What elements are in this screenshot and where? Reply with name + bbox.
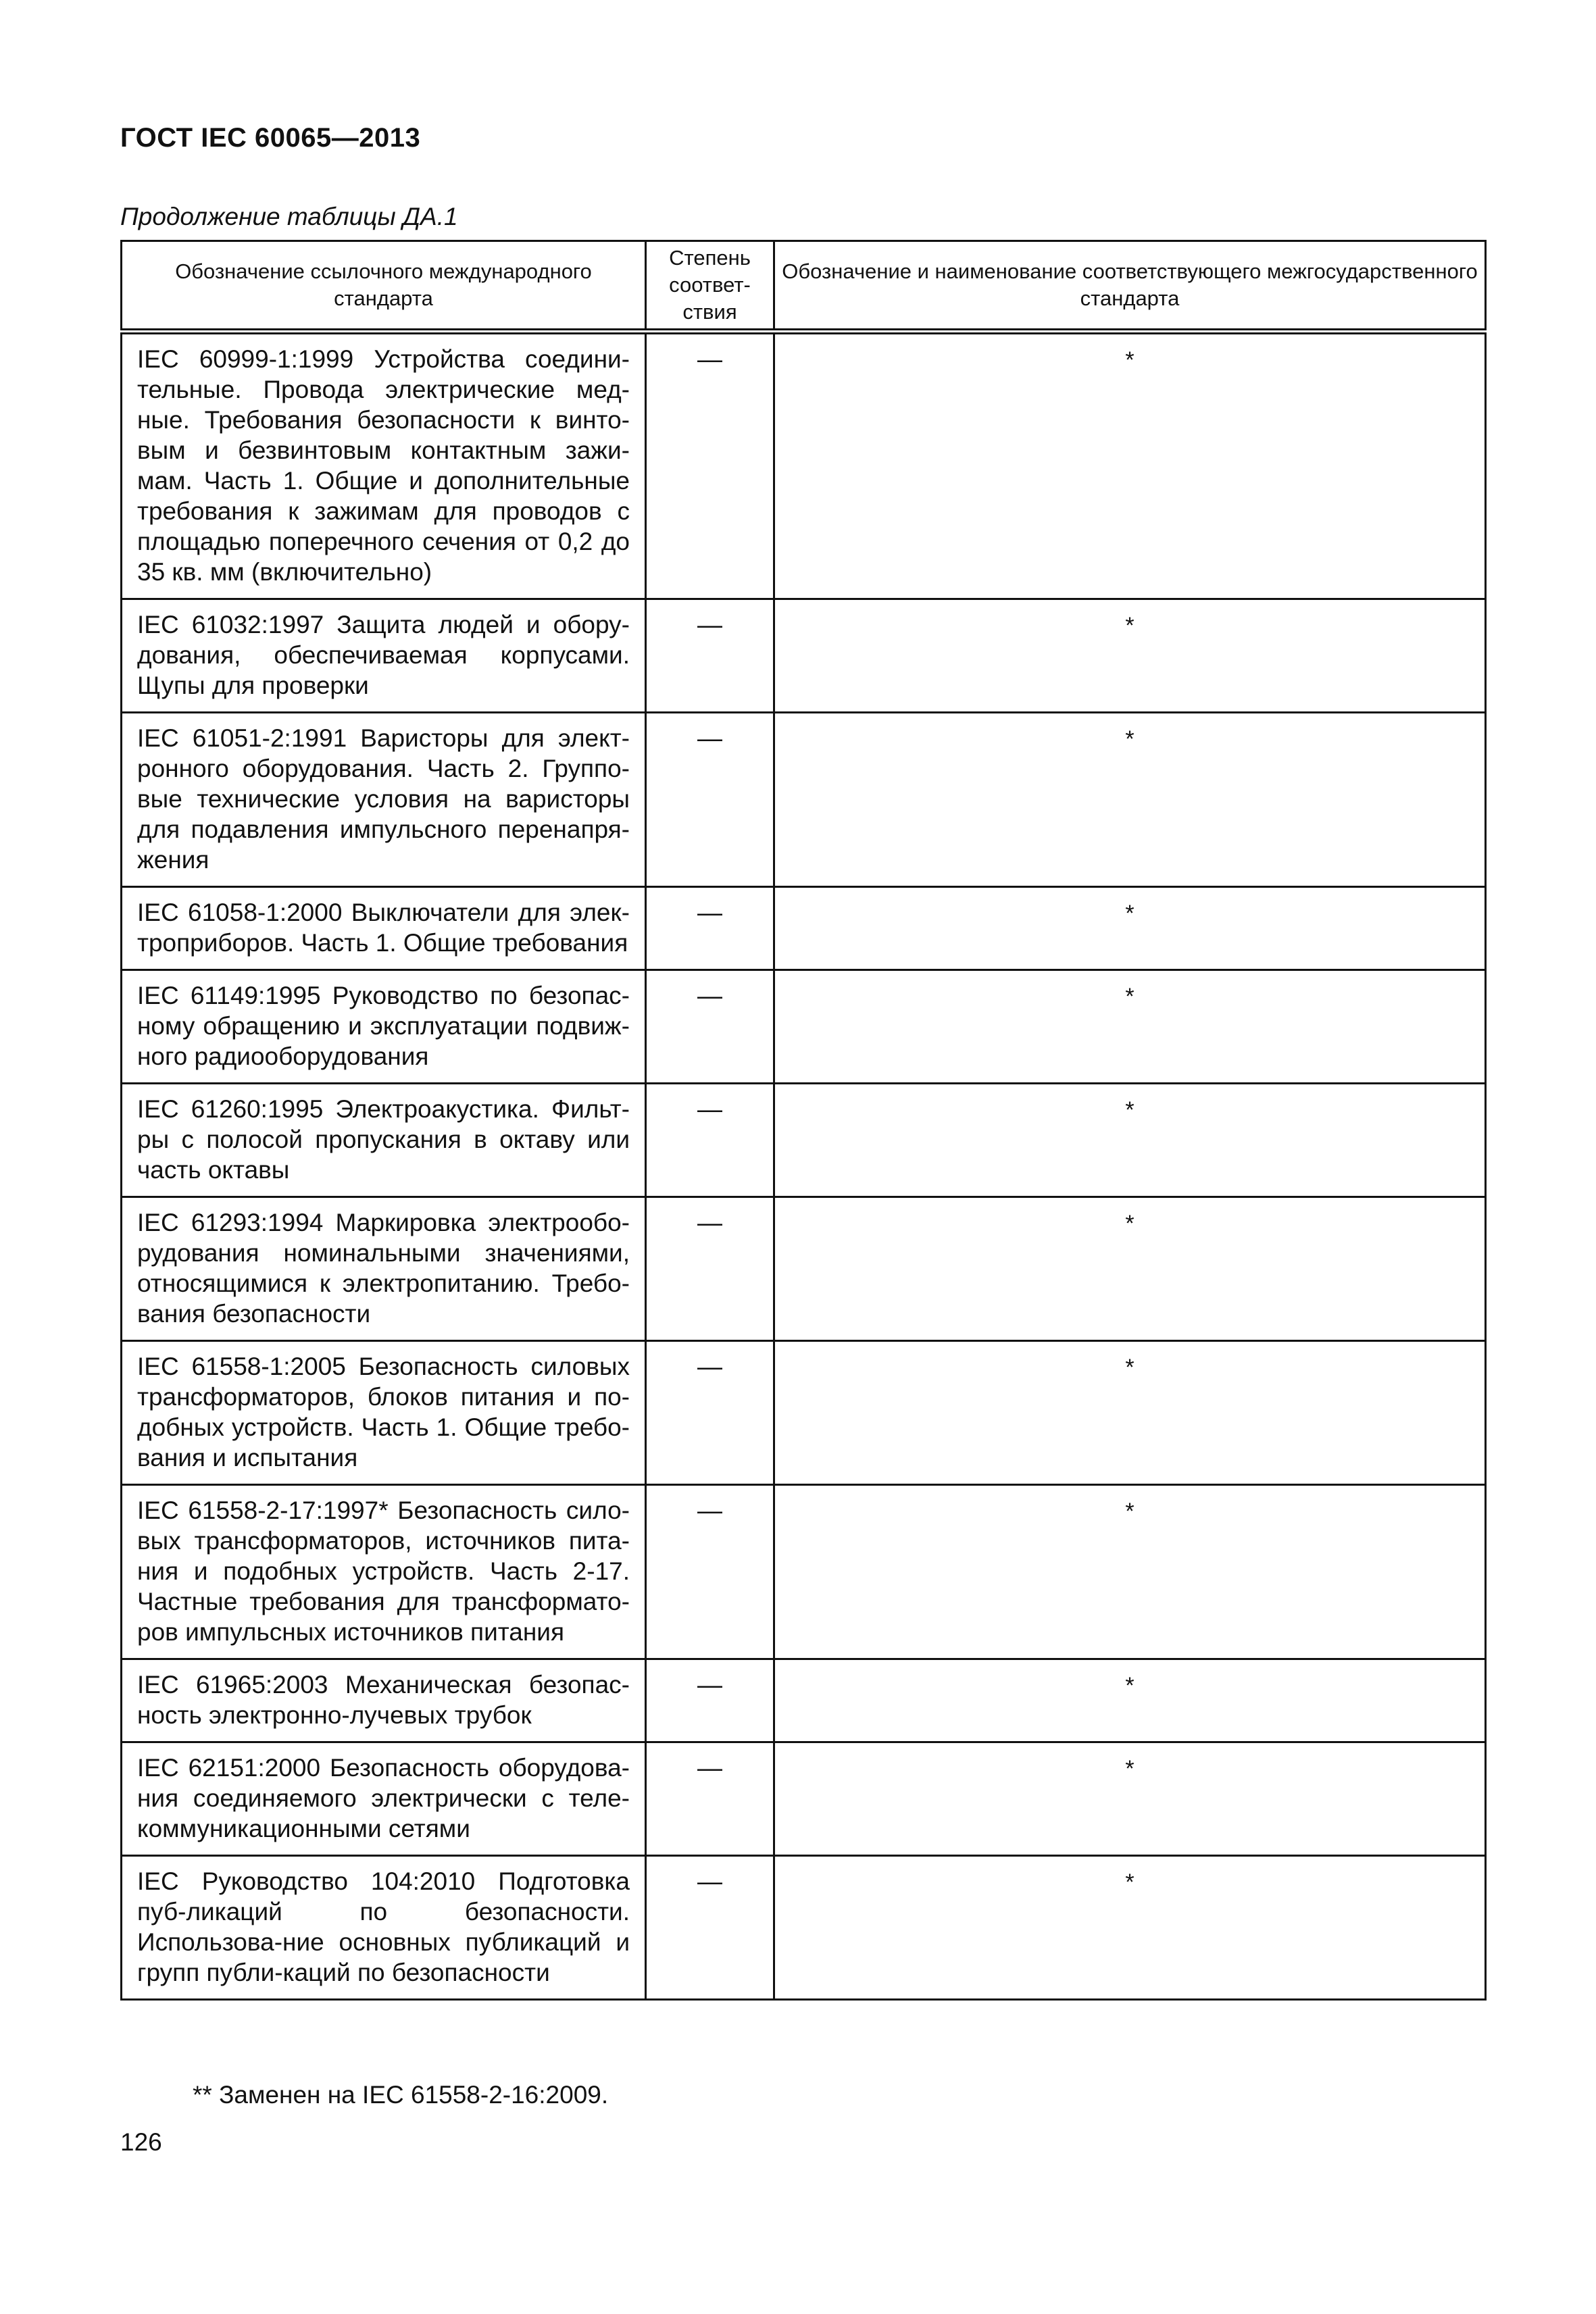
table-row [122, 1485, 1486, 1659]
degree-value: — [697, 1209, 722, 1236]
degree-cell [646, 1856, 774, 2000]
interstate-standard-value: * [1125, 347, 1134, 373]
table-caption: Продолжение таблицы ДА.1 [120, 203, 458, 230]
table-row [122, 1856, 1486, 2000]
degree-value: — [697, 1671, 722, 1699]
table-row [122, 1659, 1486, 1742]
reference-standard-cell: IEC 61032:1997 Защита людей и обору-дования, обеспечиваемая корпусами. Щупы для проверки [122, 599, 646, 713]
table-row [122, 713, 1486, 887]
interstate-standard-value: * [1125, 1355, 1134, 1380]
interstate-standard-cell [774, 599, 1486, 713]
interstate-standard-cell [774, 887, 1486, 970]
footnote: ** Заменен на IEC 61558-2-16:2009. [193, 2081, 609, 2109]
interstate-standard-cell [774, 970, 1486, 1084]
interstate-standard-cell [774, 332, 1486, 599]
degree-cell [646, 1742, 774, 1856]
degree-cell [646, 1659, 774, 1742]
page-number: 126 [120, 2128, 162, 2156]
table-header-row [122, 241, 1486, 332]
standards-correspondence-table [120, 240, 1487, 2001]
interstate-standard-value: * [1125, 984, 1134, 1009]
reference-standard-cell: IEC 61558-2-17:1997* Безопасность сило-вых трансформаторов, источников пита-ния и подобных устройств. Часть 2-17. Частные требования для трансформато-ров импульсных источников питания [122, 1485, 646, 1659]
interstate-standard-cell [774, 1197, 1486, 1341]
degree-value: — [697, 1095, 722, 1123]
degree-value: — [697, 1496, 722, 1524]
column-header-degree: Степень соответ-ствия [646, 241, 774, 332]
column-header-reference: Обозначение ссылочного международного стандарта [122, 241, 646, 332]
degree-value: — [697, 1754, 722, 1782]
reference-standard-cell: IEC 62151:2000 Безопасность оборудова-ния соединяемого электрически с теле-коммуникационными сетями [122, 1742, 646, 1856]
interstate-standard-cell [774, 1341, 1486, 1485]
degree-value: — [697, 611, 722, 638]
table-row [122, 1084, 1486, 1197]
degree-cell [646, 599, 774, 713]
degree-cell [646, 1197, 774, 1341]
reference-standard-cell: IEC 61558-1:2005 Безопасность силовых трансформаторов, блоков питания и по-добных устройств. Часть 1. Общие требо-вания и испытания [122, 1341, 646, 1485]
degree-value: — [697, 1867, 722, 1895]
reference-standard-cell: IEC 61149:1995 Руководство по безопас-ному обращению и эксплуатации подвиж-ного радиооборудования [122, 970, 646, 1084]
reference-standard-cell: IEC 61965:2003 Механическая безопас-ность электронно-лучевых трубок [122, 1659, 646, 1742]
interstate-standard-value: * [1125, 1673, 1134, 1699]
interstate-standard-cell [774, 1485, 1486, 1659]
interstate-standard-cell [774, 713, 1486, 887]
interstate-standard-value: * [1125, 1211, 1134, 1236]
interstate-standard-cell [774, 1856, 1486, 2000]
interstate-standard-value: * [1125, 1869, 1134, 1895]
interstate-standard-value: * [1125, 901, 1134, 926]
degree-cell [646, 1084, 774, 1197]
interstate-standard-value: * [1125, 1097, 1134, 1123]
degree-value: — [697, 1353, 722, 1380]
table-row [122, 970, 1486, 1084]
reference-standard-cell: IEC 61058-1:2000 Выключатели для элек-троприборов. Часть 1. Общие требования [122, 887, 646, 970]
degree-cell [646, 332, 774, 599]
table-row [122, 887, 1486, 970]
interstate-standard-value: * [1125, 1756, 1134, 1782]
interstate-standard-cell [774, 1659, 1486, 1742]
degree-value: — [697, 724, 722, 752]
reference-standard-cell: IEC 61260:1995 Электроакустика. Фильт-ры с полосой пропускания в октаву или часть октавы [122, 1084, 646, 1197]
interstate-standard-value: * [1125, 726, 1134, 752]
degree-cell [646, 1485, 774, 1659]
table-row [122, 1742, 1486, 1856]
document-code-header: ГОСТ IEC 60065—2013 [120, 123, 421, 153]
table-row [122, 1341, 1486, 1485]
column-header-interstate: Обозначение и наименование соответствующего межгосударственного стандарта [774, 241, 1486, 332]
reference-standard-cell: IEC Руководство 104:2010 Подготовка пуб-ликаций по безопасности. Использова-ние основных публикаций и групп публи-каций по безопасности [122, 1856, 646, 2000]
table-row [122, 332, 1486, 599]
table-row [122, 599, 1486, 713]
interstate-standard-cell [774, 1742, 1486, 1856]
degree-cell [646, 1341, 774, 1485]
degree-value: — [697, 899, 722, 926]
reference-standard-cell: IEC 61051-2:1991 Варисторы для элект-ронного оборудования. Часть 2. Группо-вые технические условия на варисторы для подавления импульсного перенапря-жения [122, 713, 646, 887]
degree-cell [646, 970, 774, 1084]
degree-value: — [697, 345, 722, 373]
degree-cell [646, 713, 774, 887]
degree-value: — [697, 982, 722, 1009]
reference-standard-cell: IEC 60999-1:1999 Устройства соедини-тельные. Провода электрические мед-ные. Требования безопасности к винто-вым и безвинтовым контактным зажи-мам. Часть 1. Общие и дополнительные требования к зажимам для проводов с площадью поперечного сечения от 0,2 до 35 кв. мм (включительно) [122, 332, 646, 599]
reference-standard-cell: IEC 61293:1994 Маркировка электрообо-рудования номинальными значениями, относящимися к электропитанию. Требо-вания безопасности [122, 1197, 646, 1341]
interstate-standard-cell [774, 1084, 1486, 1197]
table-body [122, 332, 1486, 2000]
degree-cell [646, 887, 774, 970]
interstate-standard-value: * [1125, 1499, 1134, 1524]
table-row [122, 1197, 1486, 1341]
interstate-standard-value: * [1125, 613, 1134, 638]
table-header [122, 241, 1486, 332]
